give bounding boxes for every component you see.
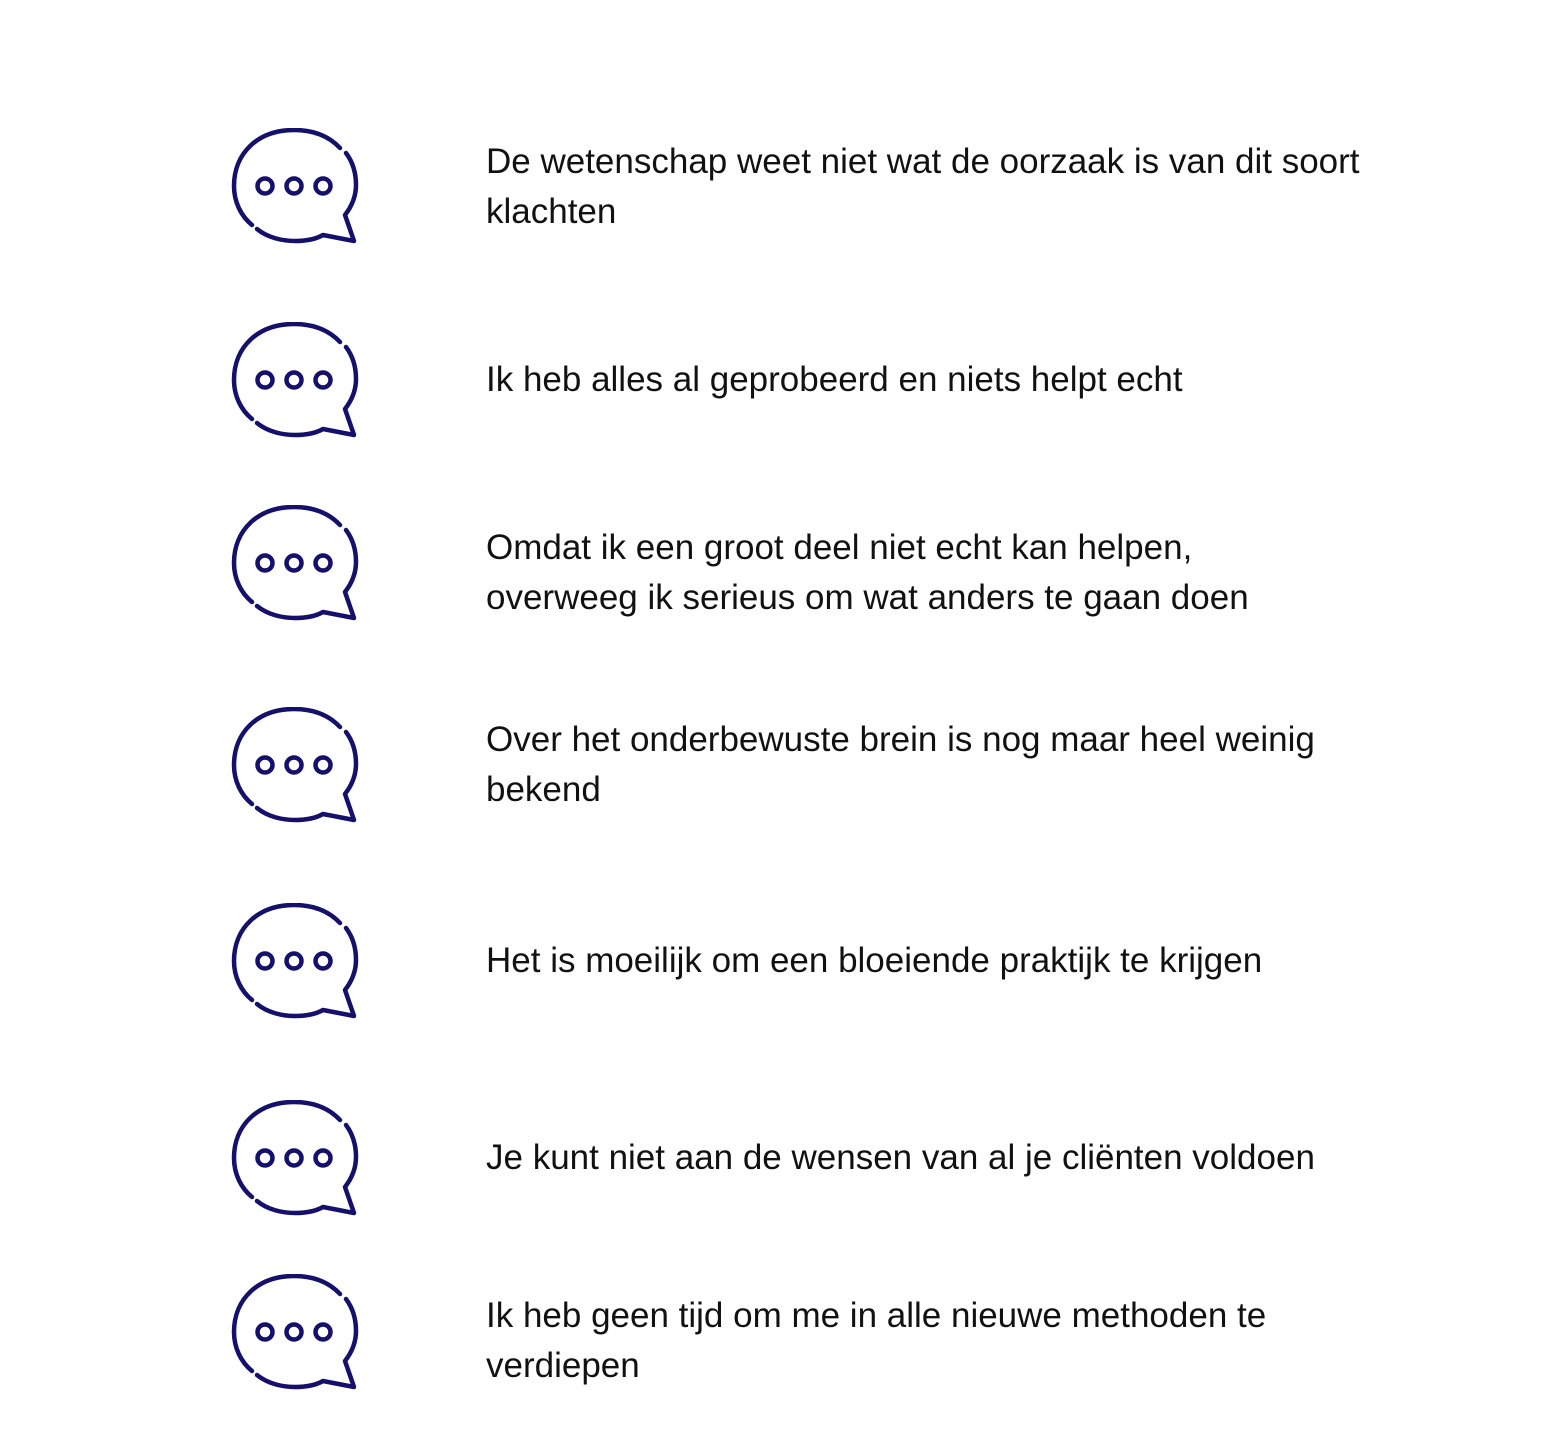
chat-bubble-dots-icon bbox=[228, 707, 362, 825]
statement-text: Je kunt niet aan de wensen van al je cliënten voldoen bbox=[486, 1138, 1315, 1177]
statement-text: Het is moeilijk om een bloeiende praktijk te krijgen bbox=[486, 941, 1263, 980]
chat-bubble-dots-icon bbox=[228, 1100, 362, 1218]
chat-bubble-dots-icon bbox=[228, 903, 362, 1021]
statement-text: Ik heb geen tijd om me in alle nieuwe methoden te verdiepen bbox=[486, 1296, 1267, 1385]
chat-bubble-dots-icon bbox=[228, 128, 362, 246]
chat-bubble-dots-icon bbox=[228, 322, 362, 440]
chat-bubble-dots-icon bbox=[228, 505, 362, 623]
chat-bubble-dots-icon bbox=[228, 1274, 362, 1392]
statement-text: De wetenschap weet niet wat de oorzaak is van dit soort klachten bbox=[486, 142, 1360, 231]
statement-text: Over het onderbewuste brein is nog maar heel weinig bekend bbox=[486, 720, 1315, 809]
statement-text: Omdat ik een groot deel niet echt kan helpen, overweeg ik serieus om wat anders te gaan doen bbox=[486, 528, 1249, 617]
statement-text: Ik heb alles al geprobeerd en niets helpt echt bbox=[486, 360, 1183, 399]
